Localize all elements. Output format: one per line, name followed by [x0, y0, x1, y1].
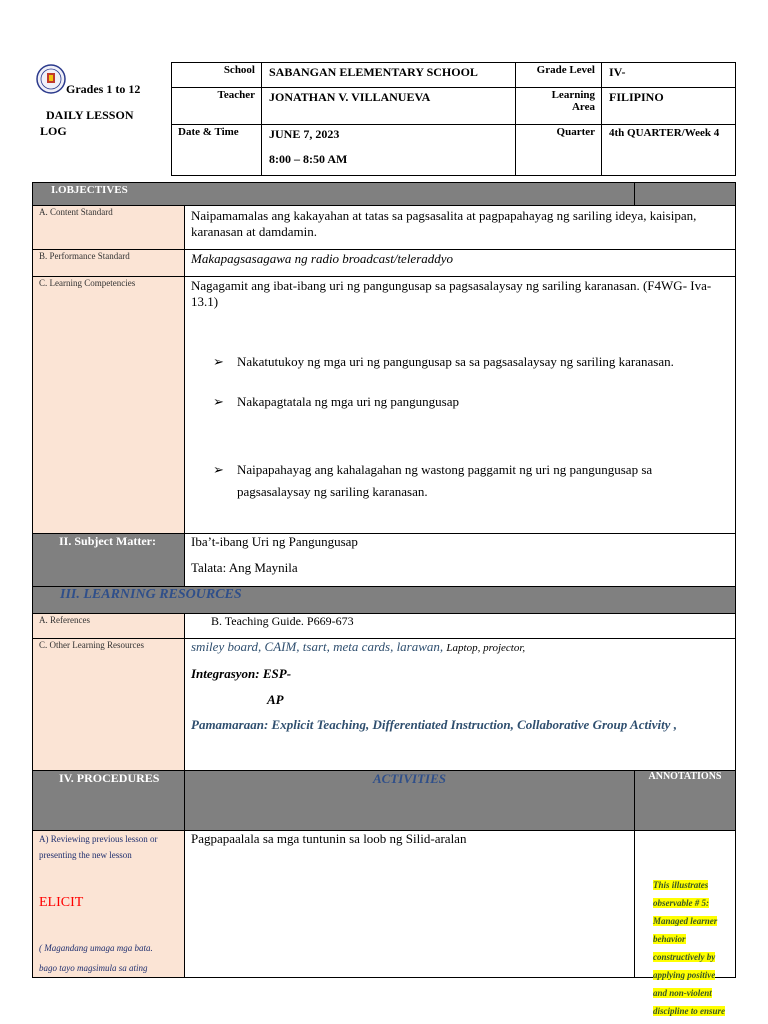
- dll-label-line1: DAILY LESSON: [46, 108, 134, 122]
- grade-value: IV-: [609, 65, 626, 79]
- other-resources-line: [185, 639, 735, 656]
- annotation-note: [653, 875, 729, 1019]
- date-label-cell: [171, 124, 262, 176]
- references-label-cell: [32, 613, 185, 639]
- performance-label: B. Performance Standard: [39, 251, 130, 261]
- objective-bullet-text: Naipapahayag ang kahalagahan ng wastong paggamit ng uri ng pangungusap sa pagsasalaysay ng sariling karanasan.: [237, 462, 653, 499]
- teacher-label-cell: [171, 87, 262, 125]
- activities-heading-cell: [184, 770, 635, 831]
- step-a-label: A) Reviewing previous lesson or presenting the new lesson: [39, 834, 158, 860]
- step-a-activity-cell: [184, 830, 635, 978]
- elicit-label: ELICIT: [39, 895, 84, 910]
- step-a-activity-text: Pagpapaalala sa mga tuntunin sa loob ng Silid-aralan: [191, 831, 467, 846]
- teacher-label: Teacher: [217, 89, 255, 101]
- procedures-label: IV. PROCEDURES: [59, 771, 160, 785]
- competencies-text: Nagagamit ang ibat-ibang uri ng pangungusap sa pagsasalaysay ng sariling karanasan. (F4WG- Iva-13.1): [191, 278, 712, 309]
- annotations-heading-cell: [634, 770, 736, 831]
- greeting-line1: ( Magandang umaga mga bata.: [39, 943, 153, 953]
- arrow-bullet-icon: ➢: [213, 394, 224, 409]
- grades-label: Grades 1 to 12: [66, 82, 141, 96]
- content-standard-text-cell: [184, 205, 736, 250]
- area-label-cell: [515, 87, 602, 125]
- subject-matter-line2: Talata: Ang Maynila: [191, 560, 298, 575]
- content-standard-label: A. Content Standard: [39, 207, 113, 217]
- other-resources-italic: smiley board, CAIM, tsart, meta cards, larawan,: [191, 639, 444, 654]
- time-value: 8:00 – 8:50 AM: [269, 152, 348, 166]
- method-text: Pamamaraan: Explicit Teaching, Differentiated Instruction, Collaborative Group Activity ,: [191, 717, 677, 732]
- other-resources-label: C. Other Learning Resources: [39, 640, 144, 650]
- objectives-heading-cell: [32, 182, 635, 206]
- deped-seal-logo: [36, 64, 66, 94]
- header-block: [32, 62, 736, 176]
- objectives-heading: I.OBJECTIVES: [51, 184, 128, 196]
- school-label: School: [223, 64, 255, 76]
- objective-bullet-2: [213, 394, 733, 410]
- date-label: Date & Time: [178, 126, 239, 138]
- competencies-label: C. Learning Competencies: [39, 278, 136, 288]
- content-standard-label-cell: [32, 205, 185, 250]
- other-resources-label-cell: [32, 638, 185, 771]
- quarter-label: Quarter: [556, 126, 595, 138]
- references-label: A. References: [39, 615, 90, 625]
- step-a-annotation-cell: [634, 830, 736, 1016]
- subject-matter-label: II. Subject Matter:: [59, 534, 156, 548]
- annotation-text: This illustrates observable # 5: Managed learner behavior constructively by applying positive and non-violent discipline to ensure: [653, 880, 726, 1016]
- objective-bullet-1: [213, 354, 733, 370]
- area-value-cell: [601, 87, 736, 125]
- date-value-cell: [261, 124, 516, 176]
- competencies-text-cell: [184, 276, 736, 534]
- grade-label: Grade Level: [536, 64, 595, 76]
- subject-matter-text-cell: [184, 533, 736, 587]
- dll-label-line2: LOG: [40, 124, 67, 138]
- subject-matter-line1: Iba’t-ibang Uri ng Pangungusap: [191, 534, 358, 549]
- area-label-line1: Learning: [551, 89, 595, 101]
- activities-label: ACTIVITIES: [373, 771, 446, 786]
- date-value: JUNE 7, 2023: [269, 127, 340, 141]
- objective-bullet-text: Nakatutukoy ng mga uri ng pangungusap sa sa pagsasalaysay ng sariling karanasan.: [237, 354, 674, 369]
- content-standard-text: Naipamamalas ang kakayahan at tatas sa pagsasalita at pagpapahayag ng sariling ideya, kaisipan, karanasan at damdamin.: [191, 208, 697, 239]
- resources-heading: III. LEARNING RESOURCES: [60, 587, 242, 602]
- greeting-line2: bago tayo magsimula sa ating: [39, 963, 148, 973]
- performance-text: Makapagsasagawa ng radio broadcast/teleraddyo: [191, 251, 454, 266]
- teacher-value: JONATHAN V. VILLANUEVA: [269, 90, 431, 104]
- objectives-heading-right-cell: [634, 182, 736, 206]
- procedures-label-cell: [32, 770, 185, 831]
- arrow-bullet-icon: ➢: [213, 462, 224, 477]
- other-resources-text-cell: [184, 638, 736, 771]
- performance-label-cell: [32, 249, 185, 277]
- integration-line2: AP: [267, 692, 284, 707]
- objective-bullet-3: [213, 459, 713, 503]
- quarter-value-cell: [601, 124, 736, 176]
- grade-value-cell: [601, 62, 736, 88]
- school-value: SABANGAN ELEMENTARY SCHOOL: [269, 65, 478, 79]
- other-resources-plain: Laptop, projector,: [446, 642, 526, 654]
- step-a-label-cell: [32, 830, 185, 978]
- quarter-value: 4th QUARTER/Week 4: [609, 127, 720, 139]
- integration-line1: Integrasyon: ESP-: [191, 666, 292, 681]
- objective-bullet-text: Nakapagtatala ng mga uri ng pangungusap: [237, 394, 460, 409]
- competencies-label-cell: [32, 276, 185, 534]
- references-text: B. Teaching Guide. P669-673: [211, 614, 354, 628]
- arrow-bullet-icon: ➢: [213, 354, 224, 369]
- performance-text-cell: [184, 249, 736, 277]
- annotations-label: ANNOTATIONS: [648, 771, 722, 782]
- school-value-cell: [261, 62, 516, 88]
- references-text-cell: [184, 613, 736, 639]
- quarter-label-cell: [515, 124, 602, 176]
- resources-heading-cell: [32, 586, 736, 614]
- area-label-line2: Area: [571, 101, 595, 113]
- area-value: FILIPINO: [609, 90, 664, 104]
- school-label-cell: [171, 62, 262, 88]
- teacher-value-cell: [261, 87, 516, 125]
- subject-matter-label-cell: [32, 533, 185, 587]
- grade-label-cell: [515, 62, 602, 88]
